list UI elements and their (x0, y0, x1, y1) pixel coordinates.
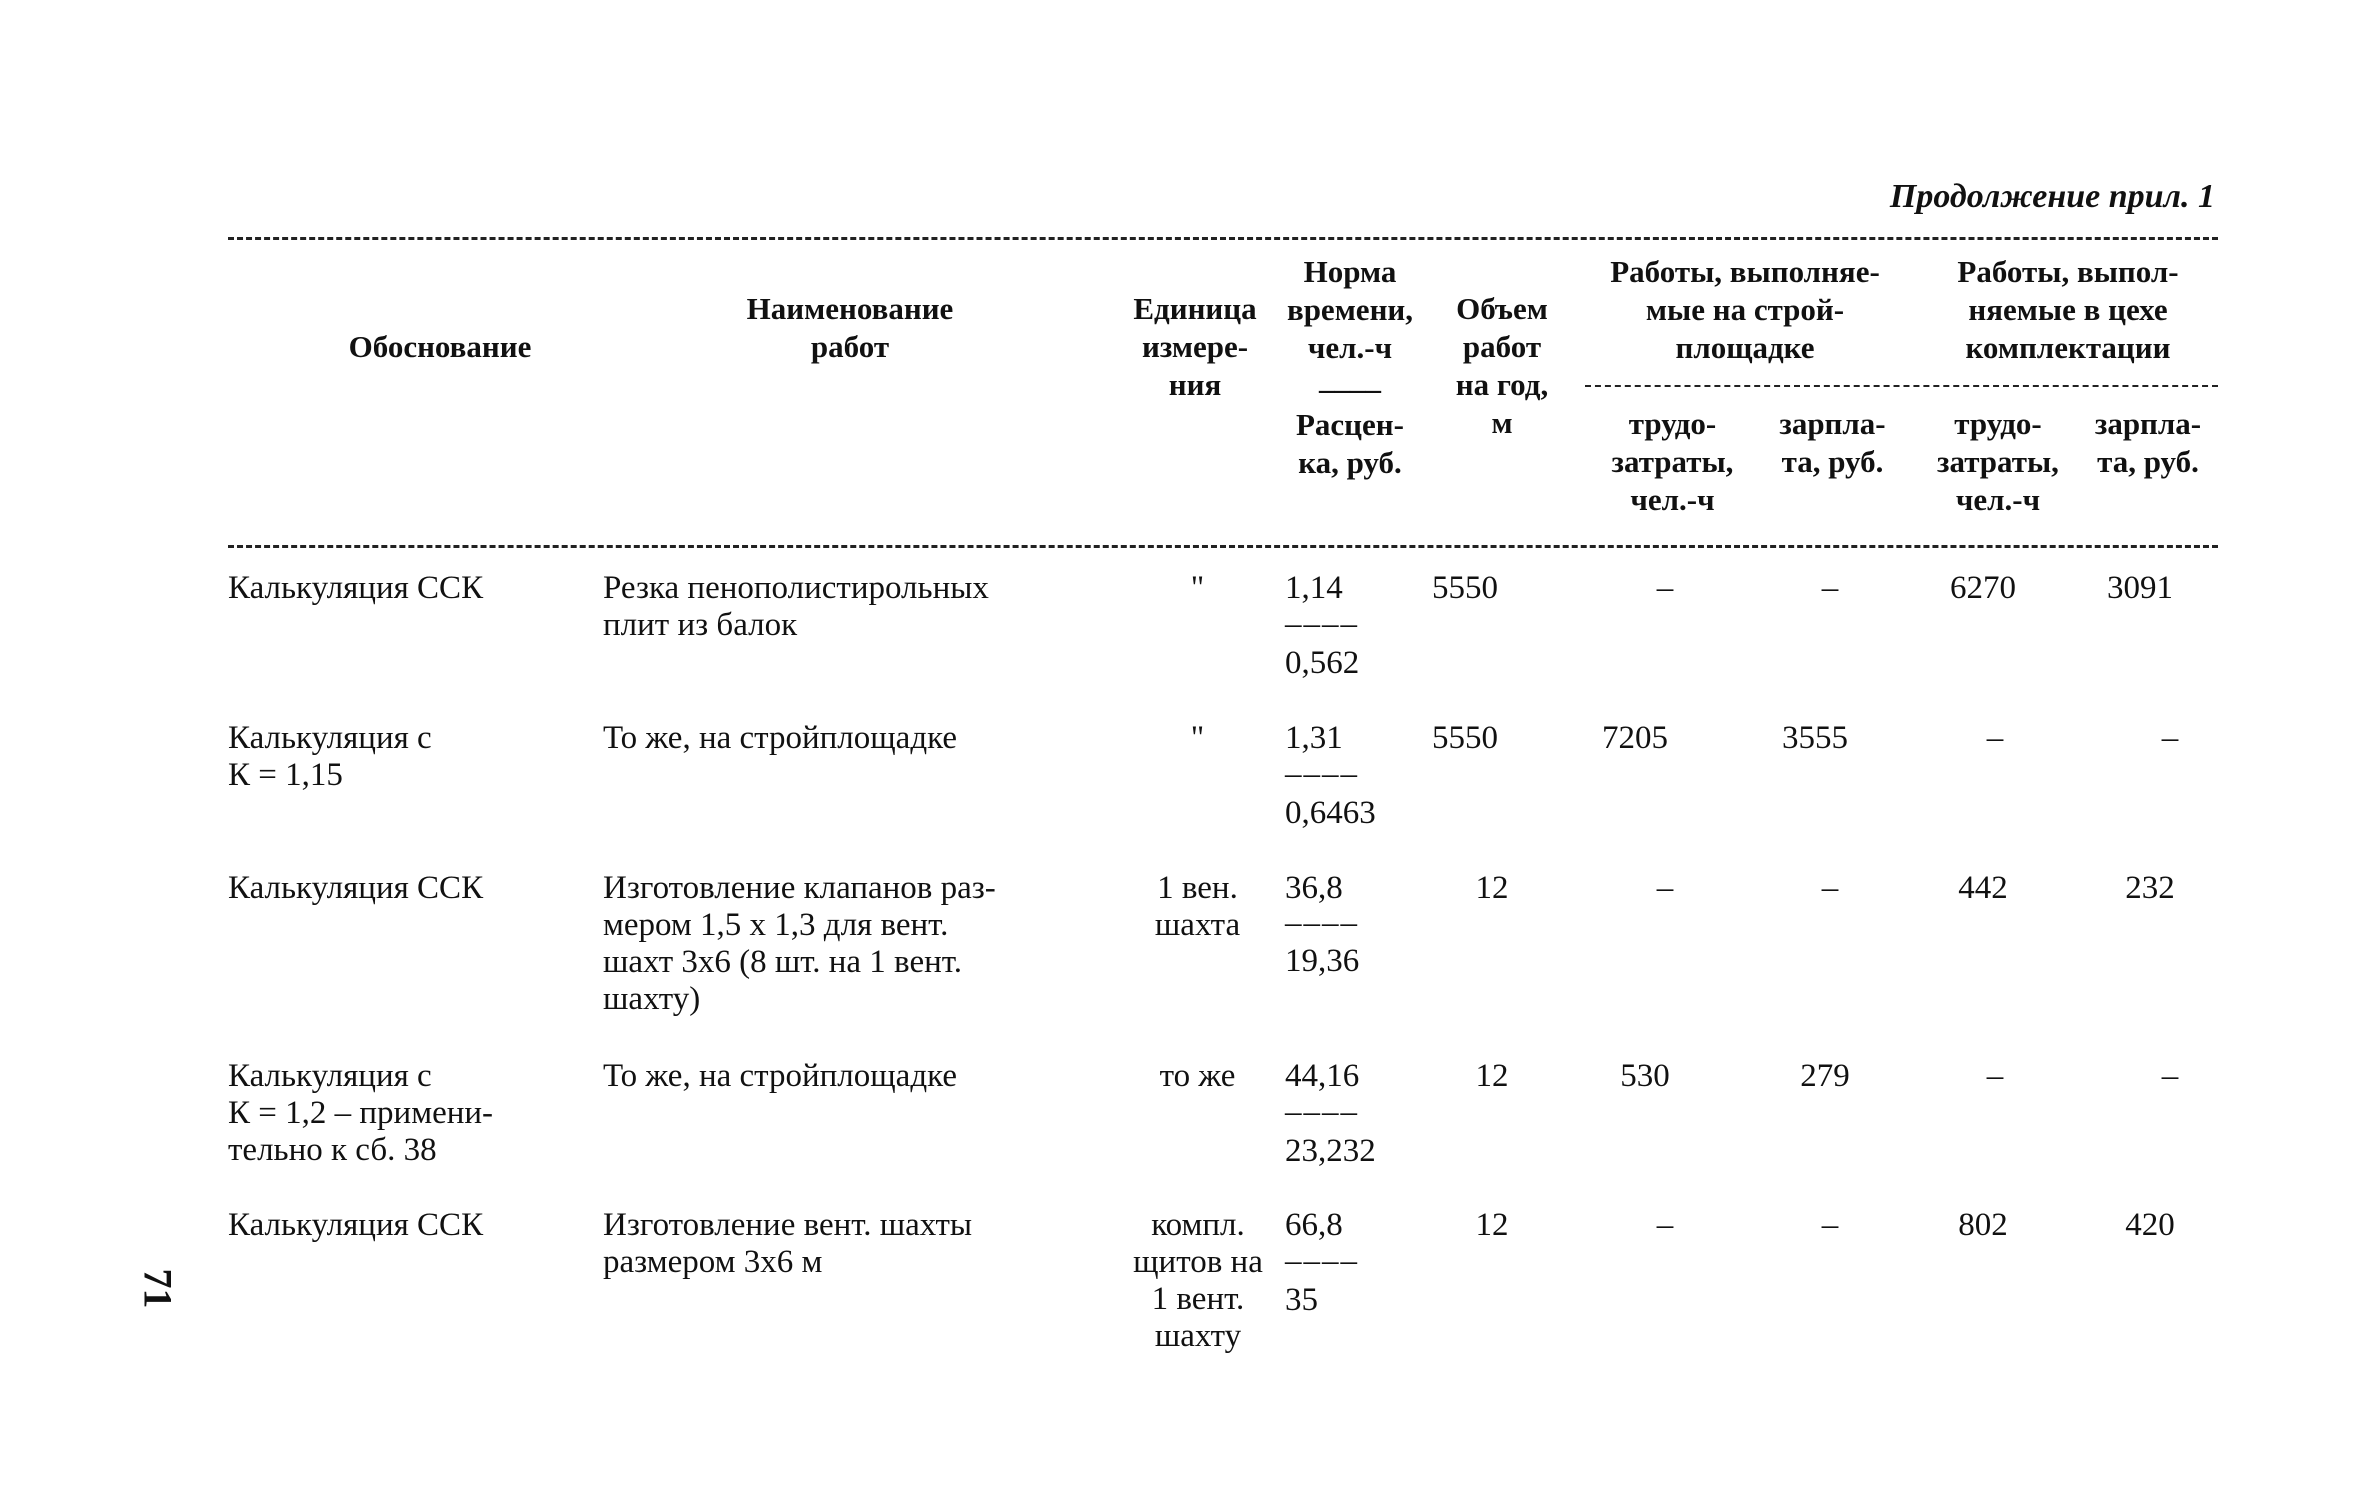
header-unit: Единица измере- ния (1133, 291, 1257, 402)
row5-labor-site: – (1656, 1207, 1674, 1243)
row5-labor-shop: 802 (1958, 1207, 2008, 1243)
header-site-works: Работы, выполняе- мые на строй- площадке (1610, 254, 1880, 365)
row4-unit: то же (1159, 1058, 1236, 1094)
row4-norm-separator: –––– (1285, 1094, 1359, 1130)
row5-norm: 66,8 (1285, 1207, 1343, 1243)
row2-volume: 5550 (1432, 720, 1498, 756)
row1-wage-shop: 3091 (2107, 570, 2173, 606)
row3-labor-site: – (1656, 870, 1674, 906)
row3-unit: 1 вен. шахта (1154, 870, 1241, 943)
row3-rate: 19,36 (1285, 943, 1360, 979)
row2-work-name: То же, на стройплощадке (603, 720, 957, 756)
row5-wage-shop: 420 (2125, 1207, 2175, 1243)
header-annual-volume: Объем работ на год, м (1455, 291, 1549, 440)
header-labor-shop: трудо- затраты, чел.-ч (1937, 406, 2059, 517)
header-sub-rule (1585, 385, 2218, 387)
row5-rate: 35 (1285, 1282, 1318, 1318)
row2-wage-shop: – (2161, 720, 2179, 756)
header-labor-site: трудо- затраты, чел.-ч (1611, 406, 1734, 517)
row2-labor-shop: – (1986, 720, 2004, 756)
row1-norm: 1,14 (1285, 570, 1343, 606)
row1-unit: " (1190, 570, 1205, 606)
header-work-name: Наименование работ (746, 291, 954, 364)
header-time-norm: Норма времени, чел.-ч (1286, 254, 1414, 365)
row4-wage-shop: – (2161, 1058, 2179, 1094)
row3-work-name: Изготовление клапанов раз- мером 1,5 х 1,3 для вент. шахт 3х6 (8 шт. на 1 вент. шахту) (603, 870, 996, 1017)
page-number: 71 (135, 1268, 181, 1309)
row2-unit: " (1190, 720, 1205, 756)
row3-wage-site: – (1821, 870, 1839, 906)
row2-basis: Калькуляция с К = 1,15 (228, 720, 432, 793)
table-caption: Продолжение прил. 1 (1889, 178, 2215, 215)
row1-labor-shop: 6270 (1950, 570, 2016, 606)
row1-wage-site: – (1821, 570, 1839, 606)
row1-norm-separator: –––– (1285, 606, 1359, 642)
header-shop-works: Работы, выпол- няемые в цехе комплектации (1957, 254, 2179, 365)
row1-rate: 0,562 (1285, 645, 1360, 681)
row5-unit: компл. щитов на 1 вент. шахту (1133, 1207, 1263, 1354)
header-wage-site: зарпла- та, руб. (1779, 406, 1886, 479)
header-wage-shop: зарпла- та, руб. (2094, 406, 2202, 479)
row5-norm-separator: –––– (1285, 1243, 1359, 1279)
row4-labor-shop: – (1986, 1058, 2004, 1094)
row5-basis: Калькуляция ССК (228, 1207, 484, 1243)
row2-wage-site: 3555 (1782, 720, 1848, 756)
row1-labor-site: – (1656, 570, 1674, 606)
row1-basis: Калькуляция ССК (228, 570, 484, 606)
row4-norm: 44,16 (1285, 1058, 1360, 1094)
row4-volume: 12 (1475, 1058, 1509, 1094)
header-rate: Расцен- ка, руб. (1295, 407, 1404, 480)
row4-rate: 23,232 (1285, 1133, 1376, 1169)
header-basis: Обоснование (348, 329, 532, 364)
row1-work-name: Резка пенополистирольных плит из балок (603, 570, 989, 643)
row5-wage-site: – (1821, 1207, 1839, 1243)
row3-norm-separator: –––– (1285, 905, 1359, 941)
table-top-rule (228, 237, 2218, 240)
row4-work-name: То же, на стройплощадке (603, 1058, 957, 1094)
row3-wage-shop: 232 (2125, 870, 2175, 906)
row2-norm-separator: –––– (1285, 756, 1359, 792)
row4-basis: Калькуляция с К = 1,2 – примени- тельно к сб. 38 (228, 1058, 494, 1168)
row2-norm: 1,31 (1285, 720, 1343, 756)
row5-work-name: Изготовление вент. шахты размером 3х6 м (603, 1207, 973, 1280)
row2-labor-site: 7205 (1602, 720, 1668, 756)
row1-volume: 5550 (1432, 570, 1498, 606)
row3-norm: 36,8 (1285, 870, 1343, 906)
row4-wage-site: 279 (1800, 1058, 1850, 1094)
row3-labor-shop: 442 (1958, 870, 2008, 906)
row5-volume: 12 (1475, 1207, 1509, 1243)
row3-basis: Калькуляция ССК (228, 870, 484, 906)
row3-volume: 12 (1475, 870, 1509, 906)
row4-labor-site: 530 (1620, 1058, 1670, 1094)
row2-rate: 0,6463 (1285, 795, 1376, 831)
header-bottom-rule (228, 545, 2218, 548)
header-norm-separator: –––– (1319, 371, 1381, 406)
